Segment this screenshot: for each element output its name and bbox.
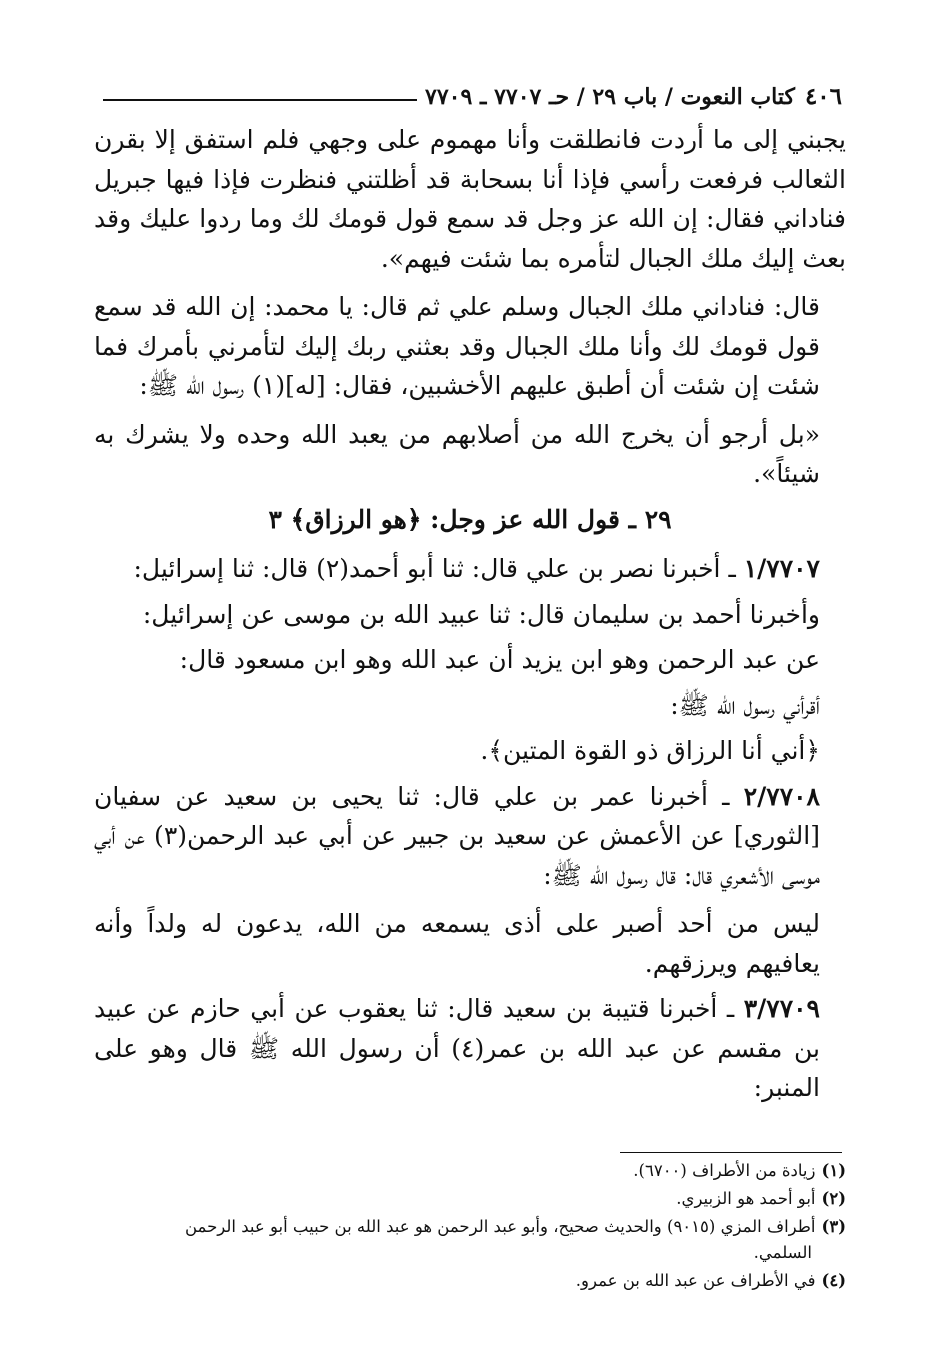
footnote-number: (٤) [821,1271,846,1290]
footnote-text: أطراف المزي (٩٠١٥) والحديث صحيح، وأبو عبد الرحمن هو عبد الله بن حبيب أبو عبد الرحمن [185,1217,816,1236]
hadith-text: ـ أخبرنا عمر بن علي قال: ثنا يحيى بن سعيد عن سفيان [الثوري] عن الأعمش عن سعيد بن جبير عن أبي عبد الرحمن(٣) عن أبي موسى الأشعري قال: قال رسول الله ﷺ: [94,781,820,890]
footnote-2 [94,1186,846,1212]
hadith-7707-verse: ﴿أني أنا الرزاق ذو القوة المتين﴾. [480,736,820,765]
footnote-1 [94,1158,846,1184]
hadith-number: ٣/٧٧٠٩ [743,994,820,1023]
footnote-number: (٣) [821,1217,846,1236]
page-number: ٤٠٦ [804,83,842,110]
hadith-number: ١/٧٧٠٧ [743,554,820,583]
main-text [94,120,846,1114]
hadith-text: ـ أخبرنا قتيبة بن سعيد قال: ثنا يعقوب عن أبي حازم عن عبيد بن مقسم عن عبد الله بن عمر(٤) أن رسول الله ﷺ قال وهو على المنبر: [94,994,820,1102]
chapter-heading: ٢٩ ـ قول الله عز وجل: ﴿هو الرزاق﴾ ٣ [268,504,672,534]
footnote-number: (٢) [821,1189,846,1208]
hadith-number: ٢/٧٧٠٨ [743,781,820,811]
footnote-4 [94,1268,846,1294]
hadith-7708-matn: ليس من أحد أصبر على أذى يسمعه من الله، يدعون له ولداً وأنه يعافيهم ويرزقهم. [94,909,820,978]
footnote-text: أبو أحمد هو الزبيري. [676,1189,816,1208]
running-title: كتاب النعوت / باب ٢٩ / حـ ٧٧٠٧ ـ ٧٧٠٩ [425,84,795,110]
hadith-7707-chain-b: وأخبرنا أحمد بن سليمان قال: ثنا عبيد الله بن موسى عن إسرائيل: [142,599,820,629]
footnote-continuation: السلمي. [753,1243,812,1262]
paragraph-continuation: يجبني إلى ما أردت فانطلقت وأنا مهموم على وجهي فلم استفق إلا بقرن الثعالب فرفعت رأسي فإذا أنا بسحابة قد أظلتني فنظرت فإذا فيها جبريل فناداني فقال: إن الله عز وجل قد سمع قول قومك لك وما ردوا عليك وقد بعث إليك ملك الجبال لتأمره بما شئت فيهم». [94,125,846,273]
hadith-7707 [94,549,846,589]
hadith-7708 [94,777,846,896]
footnotes [94,1158,846,1296]
header-rule [103,99,417,101]
footnote-text: زيادة من الأطراف (٦٧٠٠). [633,1161,816,1180]
paragraph-prophet-reply: «بل أرجو أن يخرج الله من أصلابهم من يعبد الله وحده ولا يشرك به شيئاً». [94,419,820,488]
hadith-7709 [94,989,846,1108]
paragraph-angel-mountains: قال: فناداني ملك الجبال وسلم علي ثم قال: يا محمد: إن الله قد سمع قول قومك لك وأنا ملك الجبال وقد بعثني ربك إليك لتأمرني بأمرك فما شئت إن شئت أن أطبق عليهم الأخشبين، فقال: [له](١) رسول الله ﷺ: [94,292,820,400]
footnote-rule [620,1152,842,1153]
hadith-7707-chain-c: عن عبد الرحمن وهو ابن يزيد أن عبد الله وهو ابن مسعود قال: [179,645,820,674]
hadith-text: ـ أخبرنا نصر بن علي قال: ثنا أبو أحمد(٢) قال: ثنا إسرائيل: [133,554,744,583]
page-header [95,76,842,110]
footnote-3 [94,1214,846,1266]
hadith-7707-chain-d: أقرأني رسول الله ﷺ: [670,690,820,720]
footnote-number: (١) [821,1161,846,1180]
footnote-text: في الأطراف عن عبد الله بن عمرو. [575,1271,816,1290]
